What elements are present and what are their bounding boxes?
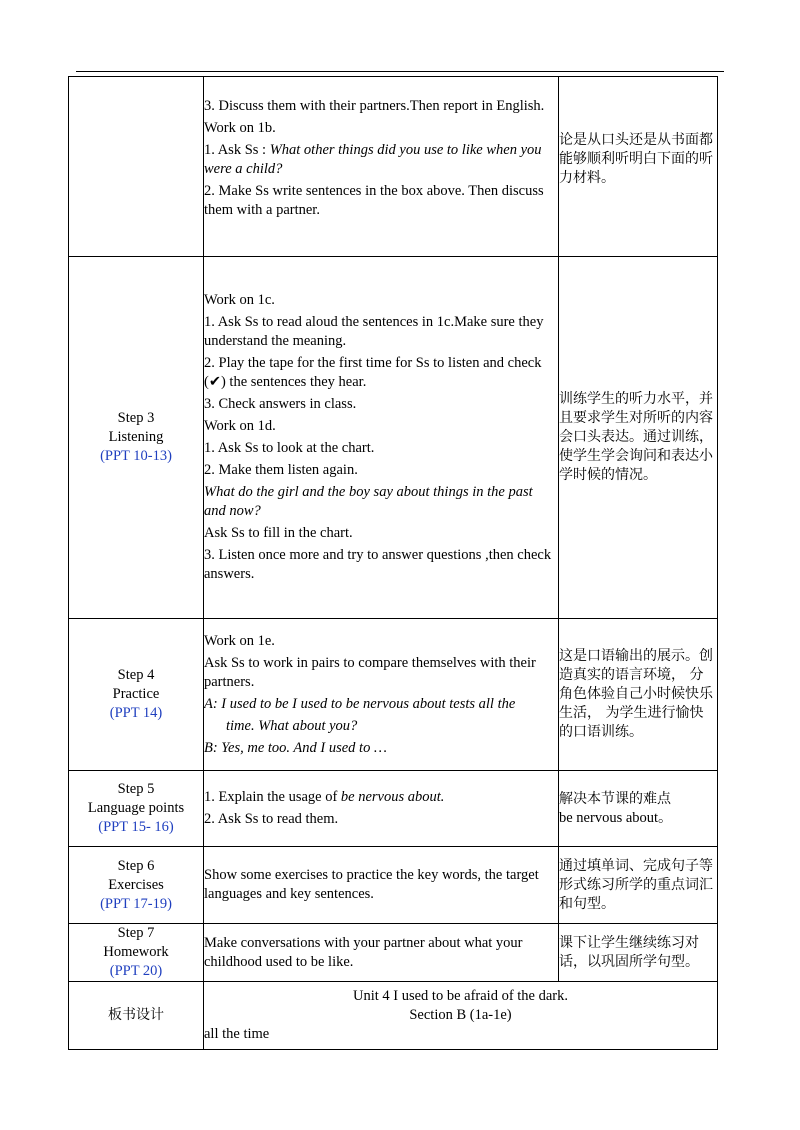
- step-cell-empty: [69, 77, 204, 257]
- table-row-step-3: [69, 257, 718, 619]
- note-cell: [559, 847, 718, 924]
- content-line: time. What about you?: [226, 717, 358, 734]
- content-line: 3. Discuss them with their partners.Then report in English.: [204, 98, 545, 114]
- table-row-continuation: [69, 77, 718, 257]
- step-number: Step 7: [117, 925, 155, 941]
- board-unit-title: Unit 4 I used to be afraid of the dark.: [352, 988, 568, 1004]
- content-cell: [204, 619, 559, 771]
- step-number: Step 4: [117, 667, 155, 683]
- ppt-range: (PPT 20): [109, 963, 163, 979]
- step-cell: [69, 771, 204, 847]
- content-line: Work on 1b.: [204, 120, 276, 136]
- content-line: 2. Make Ss write sentences in the box above. Then discuss them with a partner.: [204, 183, 544, 218]
- step-title: Homework: [103, 944, 169, 960]
- content-line: 2. Make them listen again.: [204, 462, 358, 478]
- content-line: Show some exercises to practice the key words, the target languages and key sentences.: [204, 867, 539, 902]
- step-number: Step 5: [117, 781, 155, 797]
- content-cell: [204, 257, 559, 619]
- content-cell: [204, 847, 559, 924]
- lesson-plan-table: [68, 76, 718, 1050]
- table-row-step-6: [69, 847, 718, 924]
- note-text: 通过填单词、完成句子等形式练习所学的重点词汇和句型。: [559, 857, 713, 912]
- table-row-step-7: [69, 924, 718, 982]
- content-line: What do the girl and the boy say about things in the past and now?: [204, 484, 533, 519]
- content-cell: [204, 771, 559, 847]
- content-line: 3. Listen once more and try to answer questions ,then check answers.: [204, 547, 552, 582]
- note-text: be nervous about。: [559, 809, 673, 826]
- note-cell: [559, 257, 718, 619]
- note-text: 这是口语输出的展示。创造真实的语言环境， 分角色体验自己小时候快乐生活， 为学生进行愉快的口语训练。: [559, 648, 713, 740]
- step-cell: [69, 619, 204, 771]
- ppt-range: (PPT 10-13): [100, 448, 172, 464]
- header-rule: [76, 71, 724, 72]
- step-title: Listening: [108, 429, 164, 445]
- content-cell: [204, 77, 559, 257]
- content-line: 1. Explain the usage of be nervous about.: [204, 789, 445, 805]
- step-number: Step 6: [117, 857, 155, 874]
- ppt-range: (PPT 15- 16): [98, 819, 174, 835]
- board-design-cell: [204, 982, 718, 1050]
- content-line: 3. Check answers in class.: [204, 396, 357, 412]
- board-design-label: 板书设计: [69, 982, 204, 1050]
- note-text: 论是从口头还是从书面都能够顺利听明白下面的听力材料。: [559, 132, 713, 186]
- step-title: Practice: [112, 686, 160, 702]
- content-line: A: I used to be I used to be nervous about tests all the: [204, 695, 516, 712]
- content-line: Work on 1c.: [204, 292, 275, 308]
- content-line: 1. Ask Ss to look at the chart.: [204, 440, 375, 456]
- board-phrase: all the time: [204, 1026, 270, 1042]
- step-cell: [69, 847, 204, 924]
- note-text: 训练学生的听力水平，并且要求学生对所听的内容会口头表达。通过训练，使学生学会询问和表达小学时候的情况。: [559, 391, 713, 483]
- content-line: Work on 1e.: [204, 632, 275, 649]
- step-number: Step 3: [117, 410, 155, 426]
- content-cell: [204, 924, 559, 982]
- content-line: B: Yes, me too. And I used to …: [204, 739, 387, 756]
- table-row-step-4: [69, 619, 718, 771]
- step-cell: [69, 257, 204, 619]
- note-cell: [559, 924, 718, 982]
- content-line: Ask Ss to fill in the chart.: [204, 525, 353, 541]
- ppt-range: (PPT 17-19): [100, 895, 172, 912]
- step-title: Language points: [87, 800, 185, 816]
- table-row-step-5: [69, 771, 718, 847]
- content-line: 1. Ask Ss : What other things did you use to like when you were a child?: [204, 142, 542, 177]
- content-line: Ask Ss to work in pairs to compare themselves with their partners.: [204, 654, 536, 690]
- note-cell: [559, 619, 718, 771]
- note-cell: [559, 771, 718, 847]
- step-title: Exercises: [108, 876, 164, 893]
- content-line: 1. Ask Ss to read aloud the sentences in 1c.Make sure they understand the meaning.: [204, 314, 544, 349]
- note-text: 课下让学生继续练习对话，以巩固所学句型。: [559, 934, 699, 970]
- content-line: Make conversations with your partner about what your childhood used to be like.: [204, 934, 523, 970]
- ppt-range: (PPT 14): [109, 705, 163, 721]
- table-row-board-design: [69, 982, 718, 1050]
- step-cell: [69, 924, 204, 982]
- content-line: 2. Play the tape for the first time for Ss to listen and check (✔) the sentences they hear.: [204, 355, 542, 390]
- content-line: Work on 1d.: [204, 418, 276, 434]
- note-text: 解决本节课的难点: [559, 790, 671, 807]
- content-line: 2. Ask Ss to read them.: [204, 811, 339, 827]
- note-cell: [559, 77, 718, 257]
- board-section-title: Section B (1a-1e): [409, 1007, 512, 1023]
